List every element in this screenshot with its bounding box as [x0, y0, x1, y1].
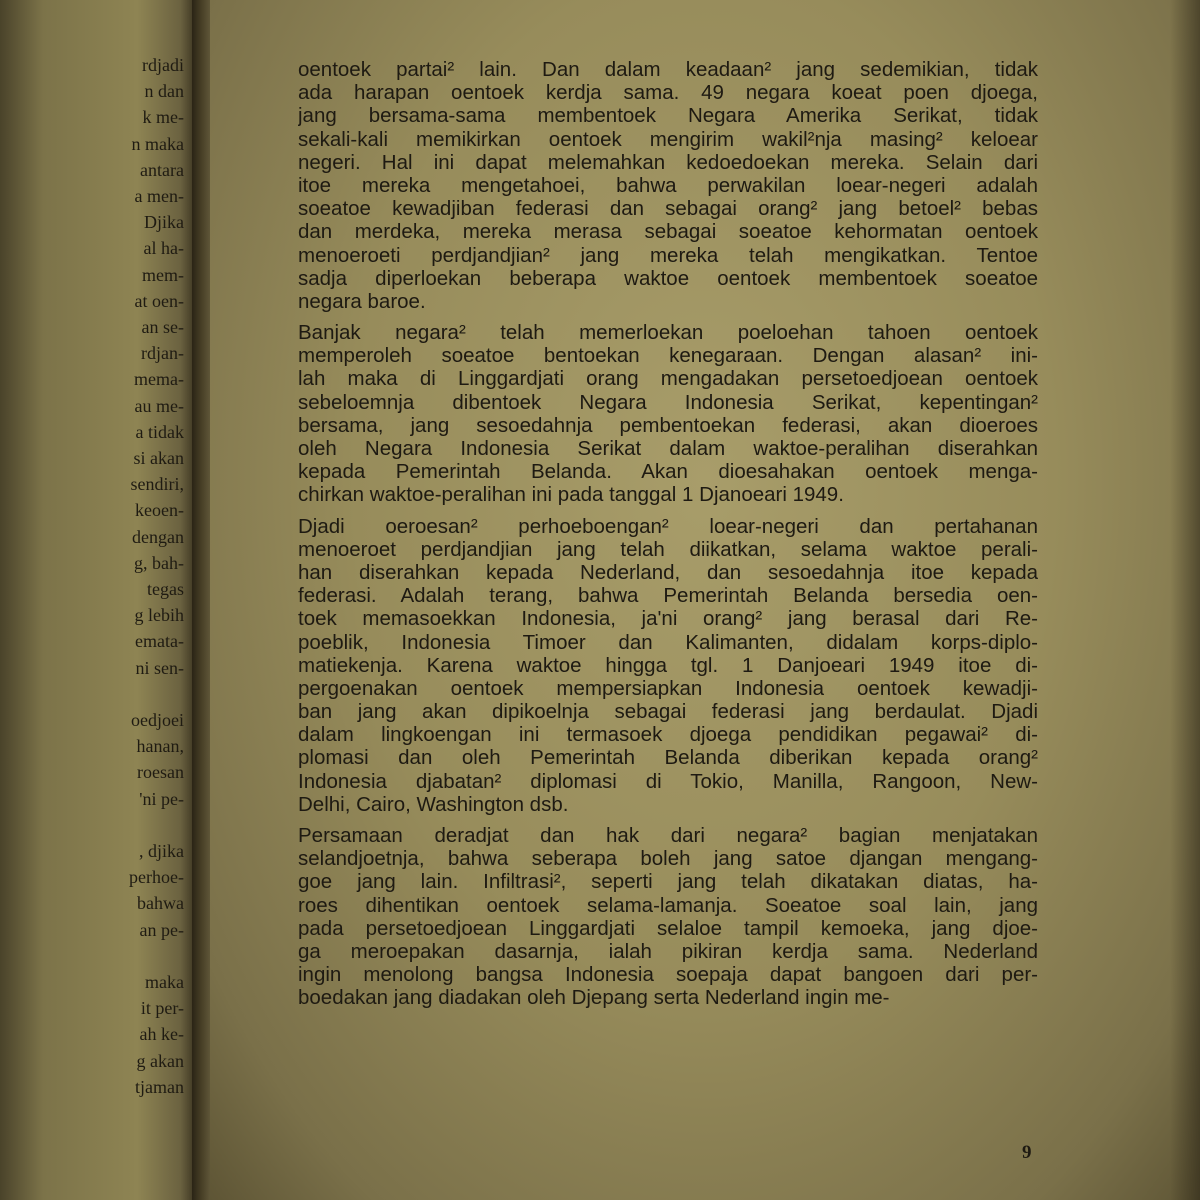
text-line: ada harapan oentoek kerdja sama. 49 negara koeat poen djoega, — [298, 81, 1038, 105]
left-page-line-fragment: Djika — [144, 212, 184, 233]
text-line: oleh Negara Indonesia Serikat dalam waktoe-peralihan diserahkan — [298, 437, 1038, 460]
text-line: ban jang akan dipikoelnja sebagai federasi jang berdaulat. Djadi — [298, 700, 1038, 724]
text-line: boedakan jang diadakan oleh Djepang serta Nederland ingin me- — [298, 986, 890, 1010]
text-line: kepada Pemerintah Belanda. Akan dioesahakan oentoek menga- — [298, 460, 1038, 484]
left-page-line-fragment: roesan — [137, 762, 184, 783]
left-page-line-fragment: tjaman — [135, 1076, 184, 1097]
main-text-block — [298, 58, 1038, 1010]
text-line: Delhi, Cairo, Washington dsb. — [298, 792, 569, 816]
text-line: Indonesia djabatan² diplomasi di Tokio, Manilla, Rangoon, New- — [298, 769, 1038, 793]
left-page-line-fragment: maka — [145, 972, 184, 992]
left-page-line-fragment: rdjadi — [142, 55, 184, 75]
text-line: toek memasoekkan Indonesia, ja'ni orang² jang berasal dari Re- — [298, 607, 1038, 631]
text-line: goe jang lain. Infiltrasi², seperti jang telah dikatakan diatas, ha- — [298, 870, 1038, 894]
text-line: pergoenakan oentoek mempersiapkan Indonesia oentoek kewadji- — [298, 676, 1038, 700]
left-page-line-fragment: au me- — [134, 395, 184, 416]
text-line: negara baroe. — [298, 289, 426, 313]
left-page-line-fragment: g lebih — [134, 605, 184, 626]
left-page-line-fragment: oedjoei — [131, 710, 184, 730]
text-line: Persamaan deradjat dan hak dari negara² bagian menjatakan — [298, 824, 1038, 847]
paragraph — [298, 58, 1038, 313]
left-page-line-fragment: at oen- — [134, 290, 184, 311]
left-page-line-fragment: emata- — [135, 631, 184, 652]
left-page-line-fragment: sendiri, — [130, 474, 184, 495]
text-line: oentoek partai² lain. Dan dalam keadaan² jang sedemikian, tidak — [298, 58, 1038, 81]
text-line: sebeloemnja dibentoek Negara Indonesia Serikat, kepentingan² — [298, 390, 1038, 414]
text-line: chirkan waktoe-peralihan ini pada tanggal 1 Djanoeari 1949. — [298, 483, 844, 507]
left-page-line-fragment: an pe- — [139, 919, 184, 940]
left-page-line-fragment: an se- — [141, 317, 184, 337]
left-page — [0, 0, 196, 1200]
left-page-line-fragment: si akan — [133, 448, 184, 468]
paragraph — [298, 515, 1038, 816]
page-number: 9 — [1022, 1142, 1032, 1163]
text-line: dan merdeka, mereka merasa sebagai soeatoe kehormatan oentoek — [298, 220, 1038, 244]
left-page-line-fragment: n dan — [144, 81, 184, 102]
left-page-line-fragment: tegas — [147, 579, 184, 599]
left-page-line-fragment: 'ni pe- — [139, 788, 184, 809]
page-edge-shadow — [1170, 0, 1200, 1200]
text-line: dalam lingkoengan ini termasoek djoega pendidikan pegawai² di- — [298, 723, 1038, 747]
text-line: Banjak negara² telah memerloekan poeloehan tahoen oentoek — [298, 321, 1038, 345]
left-page-line-fragment: k me- — [142, 107, 184, 128]
left-page-line-fragment: g akan — [136, 1050, 184, 1071]
text-line: menoeroet perdjandjian jang telah diikatkan, selama waktoe perali- — [298, 537, 1038, 561]
text-line: menoeroeti perdjandjian² jang mereka telah mengikatkan. Tentoe — [298, 243, 1038, 267]
left-page-line-fragment: a tidak — [135, 421, 184, 442]
text-line: negeri. Hal ini dapat melemahkan kedoedoekan mereka. Selain dari — [298, 150, 1038, 174]
paragraph-spacing — [298, 313, 1038, 321]
left-page-line-fragment: ni sen- — [135, 657, 184, 678]
text-line: ga meroepakan dasarnja, ialah pikiran kerdja sama. Nederland — [298, 939, 1038, 963]
left-page-line-fragment: al ha- — [143, 238, 184, 259]
left-page-line-fragment: mema- — [134, 369, 184, 390]
left-page-line-fragment: antara — [140, 159, 184, 180]
text-line: federasi. Adalah terang, bahwa Pemerintah Belanda bersedia oen- — [298, 584, 1038, 608]
paragraph — [298, 824, 1038, 1010]
text-line: pada persetoedjoean Linggardjati selaloe tampil kemoeka, jang djoe- — [298, 916, 1038, 940]
left-page-line-fragment: mem- — [142, 264, 184, 285]
text-line: memperoleh soeatoe bentoekan kenegaraan. Dengan alasan² ini- — [298, 344, 1038, 368]
left-page-line-fragment: perhoe- — [129, 867, 184, 888]
text-line: matiekenja. Karena waktoe hingga tgl. 1 Danjoeari 1949 itoe di- — [298, 653, 1038, 677]
text-line: lah maka di Linggardjati orang mengadakan persetoedjoean oentoek — [298, 367, 1038, 391]
left-page-line-fragment: rdjan- — [141, 343, 184, 364]
text-line: poeblik, Indonesia Timoer dan Kalimanten, didalam korps-diplo- — [298, 630, 1038, 654]
text-line: han diserahkan kepada Nederland, dan sesoedahnja itoe kepada — [298, 560, 1038, 584]
text-line: soeatoe kewadjiban federasi dan sebagai orang² jang betoel² bebas — [298, 197, 1038, 221]
left-page-line-fragment: it per- — [140, 998, 184, 1019]
text-line: sekali-kali memikirkan oentoek mengirim wakil²nja masing² keloear — [298, 127, 1038, 151]
text-line: Djadi oeroesan² perhoeboengan² loear-negeri dan pertahanan — [298, 514, 1038, 538]
text-line: ingin menolong bangsa Indonesia soepaja dapat bangoen dari per- — [298, 963, 1038, 987]
text-line: plomasi dan oleh Pemerintah Belanda diberikan kepada orang² — [298, 746, 1038, 770]
left-page-line-fragment: , djika — [139, 841, 184, 861]
left-page-line-fragment: ah ke- — [139, 1024, 184, 1045]
text-line: itoe mereka mengetahoei, bahwa perwakilan loear-negeri adalah — [298, 173, 1038, 197]
left-page-line-fragment: bahwa — [137, 893, 184, 914]
left-page-line-fragment: hanan, — [136, 736, 184, 757]
text-line: roes dihentikan oentoek selama-lamanja. Soeatoe soal lain, jang — [298, 893, 1038, 917]
left-page-line-fragment: g, bah- — [134, 552, 184, 573]
text-line: sadja diperloekan beberapa waktoe oentoek membentoek soeatoe — [298, 266, 1038, 290]
text-line: selandjoetnja, bahwa seberapa boleh jang satoe djangan mengang- — [298, 847, 1038, 871]
left-page-line-fragment: a men- — [134, 186, 184, 206]
left-page-line-fragment: dengan — [132, 526, 184, 547]
paragraph-spacing — [298, 507, 1038, 515]
paragraph — [298, 321, 1038, 507]
left-page-line-fragment: n maka — [131, 133, 184, 154]
text-line: bersama, jang sesoedahnja pembentoekan federasi, akan dioeroes — [298, 413, 1038, 437]
text-line: jang bersama-sama membentoek Negara Amerika Serikat, tidak — [298, 104, 1038, 128]
paragraph-spacing — [298, 816, 1038, 824]
left-page-line-fragment: keoen- — [135, 500, 184, 521]
